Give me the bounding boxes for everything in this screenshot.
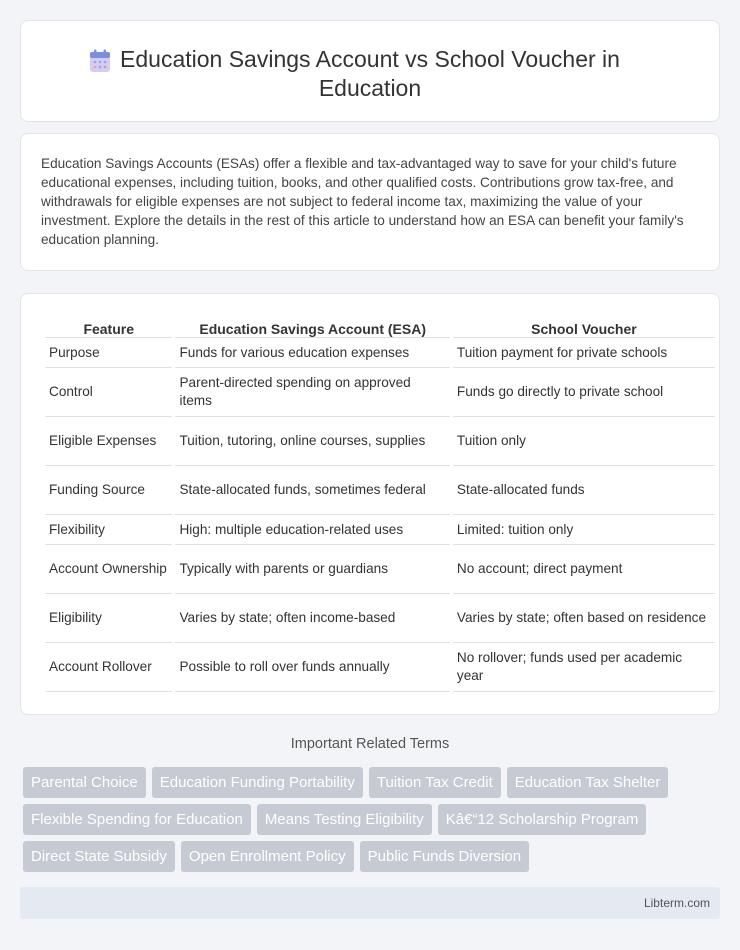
table-row	[45, 594, 715, 643]
table-cell: Control	[45, 368, 172, 417]
table-cell: No account; direct payment	[453, 545, 715, 594]
title-card	[20, 20, 720, 122]
table-header-row	[45, 316, 715, 338]
related-term-tag[interactable]: Parental Choice	[23, 767, 146, 798]
table-cell: Account Rollover	[45, 643, 172, 692]
table-cell: Eligible Expenses	[45, 417, 172, 466]
related-term-tag[interactable]: Public Funds Diversion	[360, 841, 529, 872]
table-row	[45, 466, 715, 515]
table-row	[45, 515, 715, 545]
table-cell: High: multiple education-related uses	[175, 515, 449, 545]
table-cell: No rollover; funds used per academic year	[453, 643, 715, 692]
intro-card	[20, 133, 720, 271]
related-term-tag[interactable]: Open Enrollment Policy	[181, 841, 354, 872]
footer-site-link[interactable]: Libterm.com	[643, 896, 710, 910]
comparison-table	[42, 316, 718, 692]
table-cell: Limited: tuition only	[453, 515, 715, 545]
related-term-tag[interactable]: Education Tax Shelter	[507, 767, 669, 798]
calendar-icon	[89, 49, 111, 73]
table-cell: Typically with parents or guardians	[175, 545, 449, 594]
table-cell: State-allocated funds, sometimes federal	[175, 466, 449, 515]
table-cell: Varies by state; often income-based	[175, 594, 449, 643]
table-cell: Flexibility	[45, 515, 172, 545]
table-cell: Funding Source	[45, 466, 172, 515]
related-terms-heading: Important Related Terms	[290, 736, 450, 752]
intro-paragraph: Education Savings Accounts (ESAs) offer a flexible and tax-advantaged way to save for your child's future educational expenses, including tuition, books, and other qualified costs. Contributions grow tax-free, and withdrawals for eligible expenses are not subject to federal income tax, maximizing the value of your investment. Explore the details in the rest of this article to understand how an ESA can benefit your family's education planning.	[41, 156, 684, 247]
table-cell: Eligibility	[45, 594, 172, 643]
table-row	[45, 338, 715, 368]
table-cell: Varies by state; often based on residence	[453, 594, 715, 643]
table-cell: Tuition, tutoring, online courses, supplies	[175, 417, 449, 466]
table-row	[45, 368, 715, 417]
column-header: School Voucher	[453, 316, 715, 338]
table-cell: State-allocated funds	[453, 466, 715, 515]
column-header: Feature	[45, 316, 172, 338]
column-header: Education Savings Account (ESA)	[175, 316, 449, 338]
footer	[20, 887, 720, 919]
table-cell: Funds go directly to private school	[453, 368, 715, 417]
table-cell: Tuition payment for private schools	[453, 338, 715, 368]
related-term-tag[interactable]: Direct State Subsidy	[23, 841, 175, 872]
table-cell: Purpose	[45, 338, 172, 368]
table-cell: Parent-directed spending on approved items	[175, 368, 449, 417]
related-terms-list	[23, 767, 723, 878]
table-cell: Account Ownership	[45, 545, 172, 594]
related-term-tag[interactable]: Means Testing Eligibility	[257, 804, 432, 835]
table-row	[45, 545, 715, 594]
table-row	[45, 643, 715, 692]
page-title: Education Savings Account vs School Voucher in Education	[120, 46, 620, 101]
related-term-tag[interactable]: Education Funding Portability	[152, 767, 363, 798]
related-term-tag[interactable]: Flexible Spending for Education	[23, 804, 251, 835]
table-cell: Tuition only	[453, 417, 715, 466]
comparison-table-card	[20, 293, 720, 715]
table-cell: Funds for various education expenses	[175, 338, 449, 368]
related-term-tag[interactable]: Kâ€“12 Scholarship Program	[438, 804, 647, 835]
table-cell: Possible to roll over funds annually	[175, 643, 449, 692]
related-term-tag[interactable]: Tuition Tax Credit	[369, 767, 501, 798]
table-row	[45, 417, 715, 466]
